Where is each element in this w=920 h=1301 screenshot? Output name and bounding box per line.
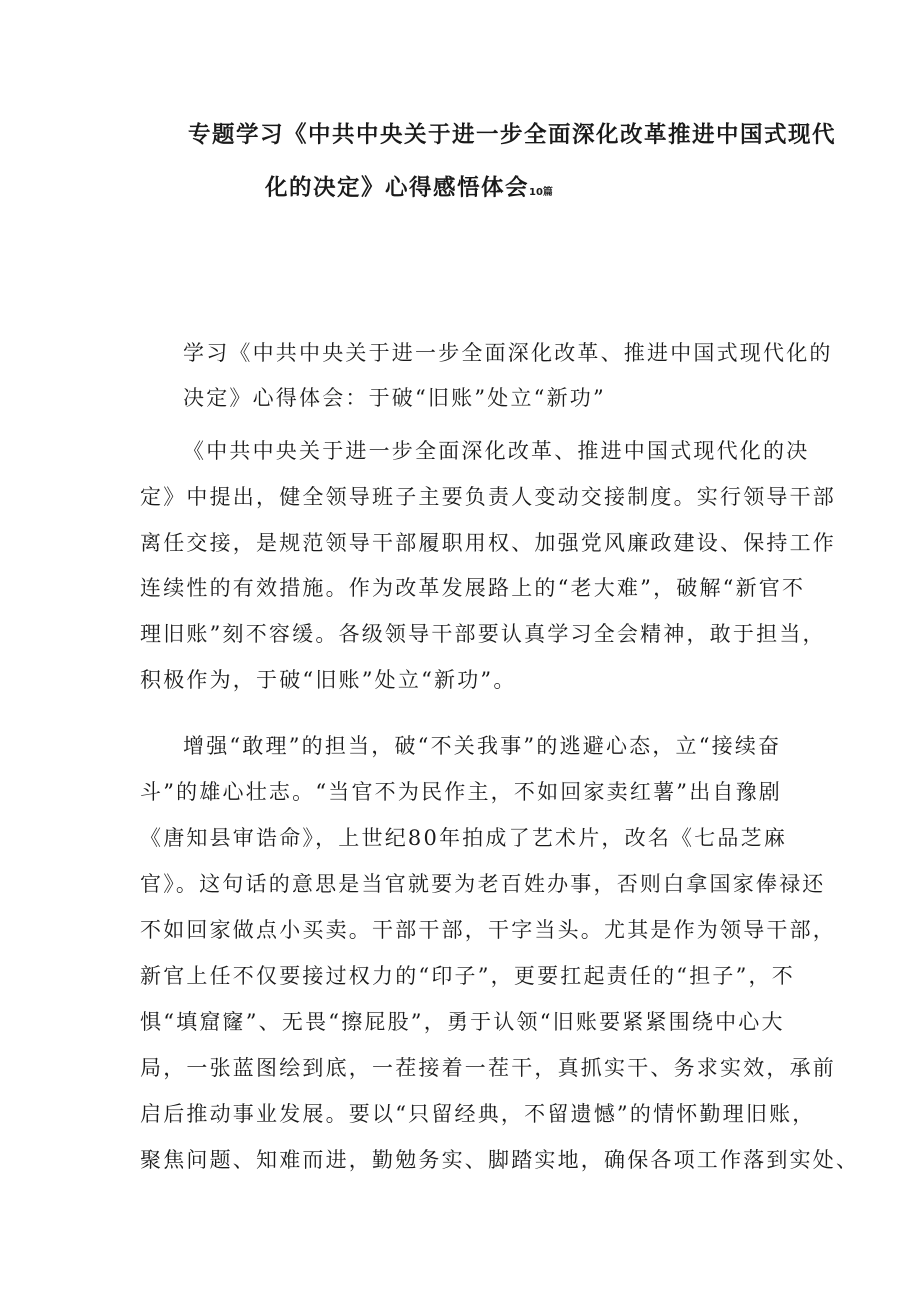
paragraph-2-line: 不如回家做点小买卖。干部干部，干字当头。尤其是作为领导干部， xyxy=(140,918,836,942)
document-title-suffix: 10篇 xyxy=(529,187,553,198)
paragraph-2-line: 官》。这句话的意思是当官就要为老百姓办事，否则白拿国家俸禄还 xyxy=(140,872,826,896)
paragraph-2-line: 增强“敢理”的担当，破“不关我事”的逃避心态，立“接续奋 xyxy=(183,734,782,758)
paragraph-1-line: 定》中提出，健全领导班子主要负责人变动交接制度。实行领导干部 xyxy=(140,485,836,509)
paragraph-2-line: 《唐知县审诰命》，上世纪80年拍成了艺术片，改名《七品芝麻 xyxy=(140,826,788,850)
document-title-line-2 xyxy=(265,170,553,202)
document-title-text: 化的决定》心得感悟体会 xyxy=(265,175,530,201)
paragraph-2-line: 新官上任不仅要接过权力的“印子”，更要扛起责任的“担子”，不 xyxy=(140,964,795,988)
paragraph-2-line: 启后推动事业发展。要以“只留经典，不留遗憾”的情怀勤理旧账， xyxy=(140,1102,816,1126)
paragraph-1-line: 《中共中央关于进一步全面深化改革、推进中国式现代化的决 xyxy=(183,439,810,463)
paragraph-2-line: 惧“填窟窿”、无畏“擦屁股”，勇于认领“旧账要紧紧围绕中心大 xyxy=(140,1010,785,1034)
paragraph-2-line: 斗”的雄心壮志。“当官不为民作主，不如回家卖红薯”出自豫剧 xyxy=(140,780,783,804)
section-heading-line-2: 决定》心得体会：于破“旧账”处立“新功” xyxy=(183,386,606,410)
paragraph-2-line: 局，一张蓝图绘到底，一茬接着一茬干，真抓实干、务求实效，承前 xyxy=(140,1056,836,1080)
paragraph-1-line: 理旧账”刻不容缓。各级领导干部要认真学习全会精神，敢于担当， xyxy=(140,622,826,646)
paragraph-2-line: 聚焦问题、知难而进，勤勉务实、脚踏实地，确保各项工作落到实处、 xyxy=(140,1148,860,1172)
document-title-line-1: 专题学习《中共中央关于进一步全面深化改革推进中国式现代 xyxy=(188,122,837,148)
paragraph-1-line: 离任交接，是规范领导干部履职用权、加强党风廉政建设、保持工作 xyxy=(140,531,836,555)
paragraph-1-line: 积极作为，于破“旧账”处立“新功”。 xyxy=(140,668,517,692)
section-heading-line-1: 学习《中共中央关于进一步全面深化改革、推进中国式现代化的 xyxy=(183,341,833,365)
paragraph-1-line: 连续性的有效措施。作为改革发展路上的“老大难”，破解“新官不 xyxy=(140,576,806,600)
